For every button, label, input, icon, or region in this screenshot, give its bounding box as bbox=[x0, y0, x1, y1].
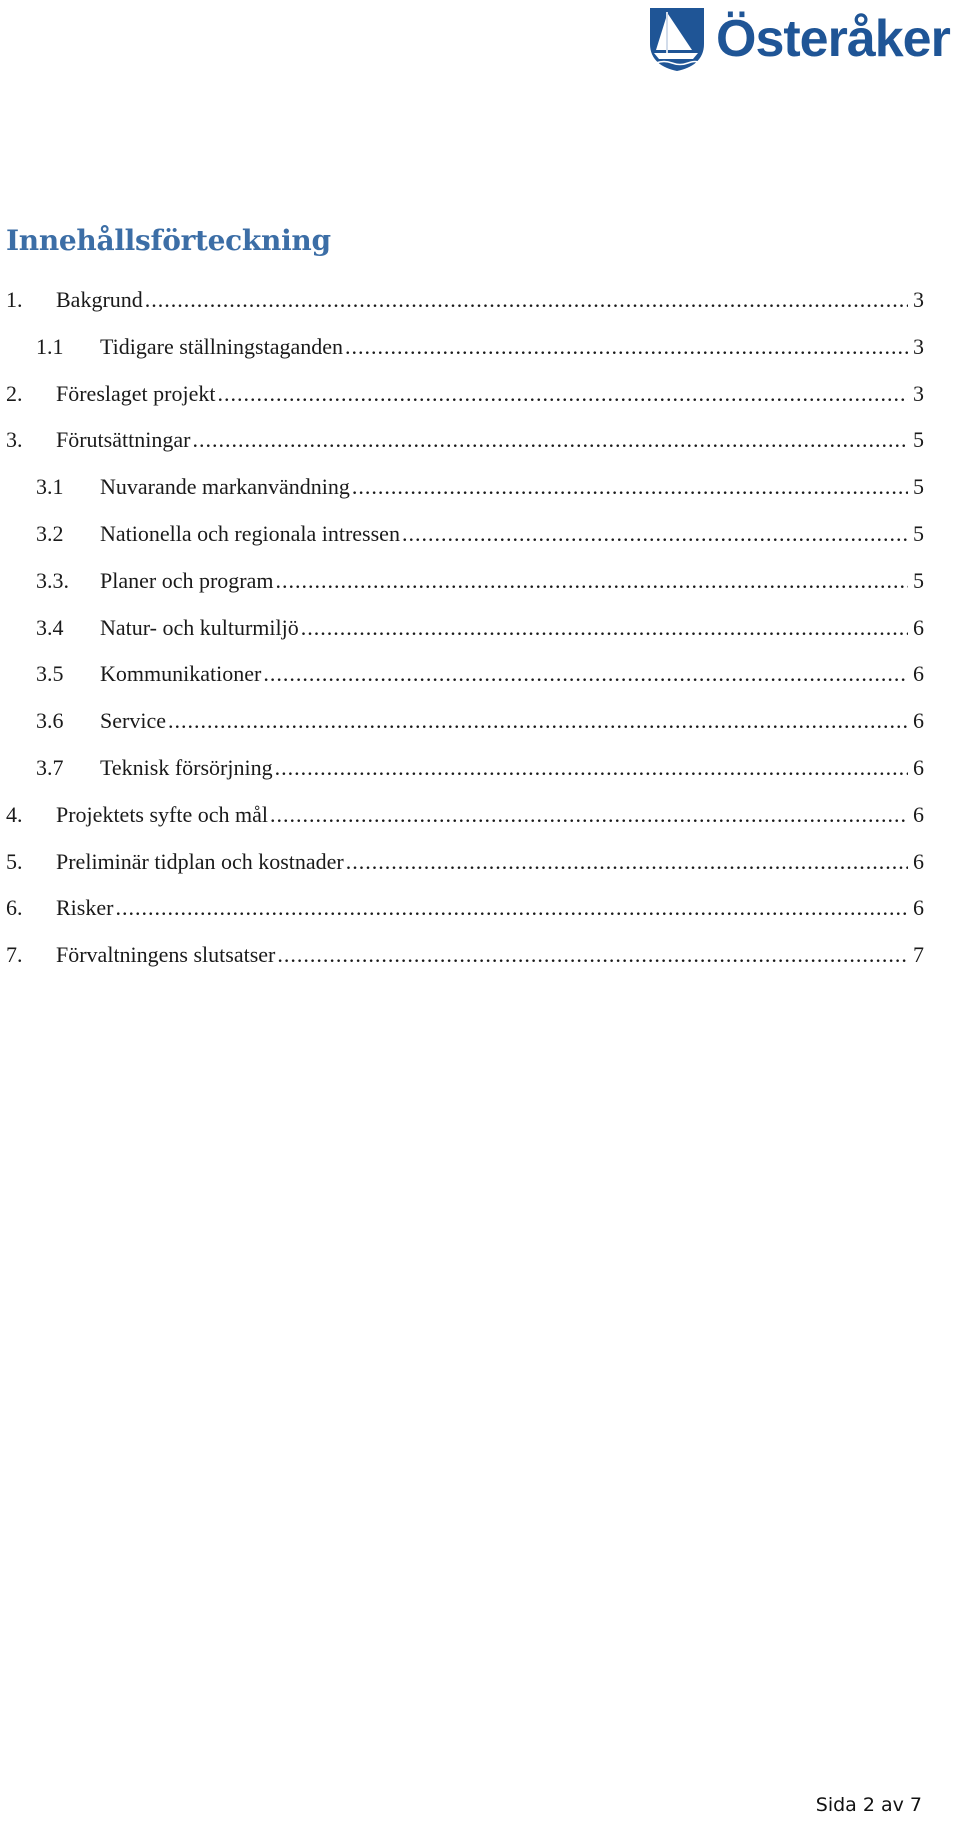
toc-entry-number: 3.1 bbox=[36, 474, 64, 500]
toc-entry-number: 1. bbox=[6, 287, 23, 312]
toc-entry[interactable] bbox=[6, 561, 924, 608]
toc-entry-title: Kommunikationer bbox=[100, 661, 262, 687]
toc-entry-number: 7. bbox=[6, 942, 23, 968]
toc-entry[interactable] bbox=[6, 420, 924, 467]
toc-entry[interactable] bbox=[6, 748, 924, 795]
toc-entry-title: Natur- och kulturmiljö bbox=[100, 614, 299, 640]
toc-entry-title: Förutsättningar bbox=[56, 427, 191, 453]
table-of-contents bbox=[6, 280, 924, 982]
toc-entry-title: Förvaltningens slutsatser bbox=[56, 942, 276, 968]
toc-entry[interactable] bbox=[6, 888, 924, 935]
toc-entry-page: 5 bbox=[913, 427, 924, 453]
toc-entry[interactable] bbox=[6, 842, 924, 889]
toc-entry[interactable] bbox=[6, 935, 924, 982]
toc-entry-title: Risker bbox=[56, 895, 114, 921]
toc-entry-title: Nuvarande markanvändning bbox=[100, 474, 350, 500]
toc-entry-page: 6 bbox=[913, 614, 924, 640]
toc-entry-page: 6 bbox=[913, 848, 924, 874]
toc-entry-page: 5 bbox=[913, 567, 924, 593]
toc-dot-leader bbox=[402, 514, 908, 554]
toc-dot-leader bbox=[145, 280, 908, 320]
toc-entry-number: 6. bbox=[6, 895, 23, 921]
toc-entry-number: 2. bbox=[6, 380, 23, 406]
logo-wordmark: Österåker bbox=[716, 10, 950, 68]
toc-entry[interactable] bbox=[6, 327, 924, 374]
toc-dot-leader bbox=[263, 654, 908, 694]
toc-dot-leader bbox=[275, 748, 908, 788]
toc-dot-leader bbox=[276, 561, 909, 601]
toc-entry-number: 3.7 bbox=[36, 754, 64, 780]
toc-entry-title: Teknisk försörjning bbox=[100, 754, 273, 780]
toc-entry[interactable] bbox=[6, 467, 924, 514]
toc-entry-page: 6 bbox=[913, 661, 924, 687]
toc-entry-page: 5 bbox=[913, 474, 924, 500]
toc-dot-leader bbox=[352, 467, 908, 507]
toc-entry-title: Projektets syfte och mål bbox=[56, 801, 269, 827]
toc-entry-number: 3.5 bbox=[36, 661, 64, 687]
toc-entry[interactable] bbox=[6, 795, 924, 842]
toc-entry-number: 3.3. bbox=[36, 567, 69, 593]
toc-entry-number: 3. bbox=[6, 427, 23, 453]
toc-dot-leader bbox=[346, 842, 908, 882]
toc-dot-leader bbox=[192, 420, 908, 460]
toc-entry-page: 5 bbox=[913, 520, 924, 546]
toc-entry-number: 3.4 bbox=[36, 614, 64, 640]
toc-entry-title: Tidigare ställningstaganden bbox=[100, 333, 343, 359]
toc-entry[interactable] bbox=[6, 701, 924, 748]
toc-entry-title: Bakgrund bbox=[56, 287, 143, 312]
toc-entry-number: 4. bbox=[6, 801, 23, 827]
toc-dot-leader bbox=[168, 701, 908, 741]
toc-entry[interactable] bbox=[6, 280, 924, 327]
toc-entry-number: 3.6 bbox=[36, 708, 64, 734]
sailboat-shield-icon bbox=[648, 6, 706, 72]
oesteraaker-logo bbox=[648, 6, 954, 72]
toc-dot-leader bbox=[217, 374, 908, 414]
toc-entry-page: 3 bbox=[913, 287, 924, 312]
toc-entry-number: 5. bbox=[6, 848, 23, 874]
toc-dot-leader bbox=[270, 795, 908, 835]
toc-dot-leader bbox=[277, 935, 908, 975]
toc-entry-number: 3.2 bbox=[36, 520, 64, 546]
toc-dot-leader bbox=[115, 888, 908, 928]
toc-entry[interactable] bbox=[6, 654, 924, 701]
toc-entry-page: 6 bbox=[913, 801, 924, 827]
toc-entry-page: 7 bbox=[913, 942, 924, 968]
toc-entry-page: 3 bbox=[913, 380, 924, 406]
toc-dot-leader bbox=[345, 327, 908, 367]
toc-entry-title: Föreslaget projekt bbox=[56, 380, 216, 406]
toc-entry-title: Nationella och regionala intressen bbox=[100, 520, 400, 546]
toc-entry[interactable] bbox=[6, 608, 924, 655]
toc-entry-page: 3 bbox=[913, 333, 924, 359]
toc-entry-page: 6 bbox=[913, 754, 924, 780]
page-number: Sida 2 av 7 bbox=[815, 1794, 922, 1816]
toc-entry-number: 1.1 bbox=[36, 333, 64, 359]
toc-entry-title: Planer och program bbox=[100, 567, 274, 593]
toc-entry-page: 6 bbox=[913, 708, 924, 734]
toc-entry-title: Service bbox=[100, 708, 166, 734]
toc-entry-title: Preliminär tidplan och kostnader bbox=[56, 848, 344, 874]
toc-entry[interactable] bbox=[6, 374, 924, 421]
toc-title: Innehållsförteckning bbox=[6, 224, 331, 257]
toc-dot-leader bbox=[301, 608, 908, 648]
toc-entry[interactable] bbox=[6, 514, 924, 561]
toc-entry-page: 6 bbox=[913, 895, 924, 921]
